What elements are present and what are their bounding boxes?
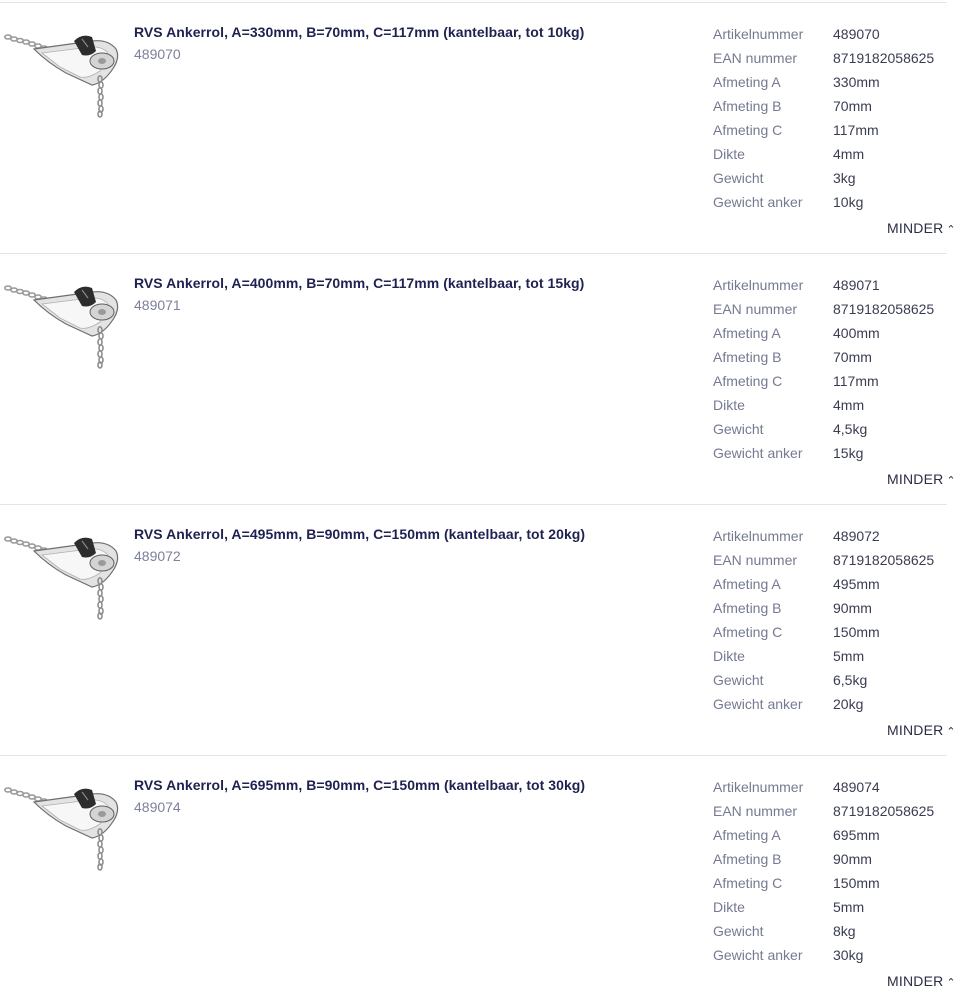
product-sku: 489070 (134, 46, 181, 62)
spec-label: EAN nummer (713, 552, 798, 568)
spec-label: Afmeting C (713, 624, 783, 640)
product-image[interactable] (4, 529, 124, 621)
spec-label: Artikelnummer (713, 779, 804, 795)
spec-label: Dikte (713, 146, 745, 162)
spec-value: 8719182058625 (833, 301, 935, 317)
product-title[interactable]: RVS Ankerrol, A=495mm, B=90mm, C=150mm (kantelbaar, tot 20kg) (134, 526, 586, 542)
spec-row (713, 943, 947, 967)
product-row (0, 2, 956, 253)
spec-label: Gewicht anker (713, 445, 803, 461)
collapse-specs-button[interactable] (887, 218, 956, 240)
spec-value: 695mm (833, 827, 880, 843)
spec-row (713, 94, 947, 118)
spec-label: Afmeting A (713, 325, 781, 341)
spec-row (713, 22, 947, 46)
spec-label: Afmeting C (713, 122, 783, 138)
spec-label: Afmeting A (713, 74, 781, 90)
spec-label: Gewicht (713, 672, 764, 688)
product-row (0, 504, 956, 755)
spec-label: Afmeting A (713, 576, 781, 592)
spec-value: 400mm (833, 325, 880, 341)
spec-label: Gewicht (713, 421, 764, 437)
spec-table (713, 273, 947, 465)
spec-value: 70mm (833, 98, 872, 114)
product-title[interactable]: RVS Ankerrol, A=695mm, B=90mm, C=150mm (kantelbaar, tot 30kg) (134, 777, 586, 793)
spec-label: Dikte (713, 397, 745, 413)
spec-label: Gewicht anker (713, 947, 803, 963)
spec-label: Gewicht anker (713, 194, 803, 210)
spec-row (713, 572, 947, 596)
spec-label: Dikte (713, 648, 745, 664)
spec-table (713, 775, 947, 967)
spec-label: Afmeting C (713, 875, 783, 891)
spec-value: 5mm (833, 648, 865, 664)
spec-label: Artikelnummer (713, 528, 804, 544)
product-title[interactable]: RVS Ankerrol, A=330mm, B=70mm, C=117mm (kantelbaar, tot 10kg) (134, 24, 585, 40)
chevron-up-icon: ⌃ (946, 224, 956, 236)
spec-value: 495mm (833, 576, 880, 592)
spec-row (713, 441, 947, 465)
spec-row (713, 166, 947, 190)
spec-row (713, 548, 947, 572)
spec-row (713, 190, 947, 214)
product-row (0, 253, 956, 504)
spec-label: Gewicht (713, 170, 764, 186)
spec-value: 4,5kg (833, 421, 868, 437)
spec-row (713, 369, 947, 393)
spec-value: 30kg (833, 947, 864, 963)
collapse-specs-button[interactable] (887, 720, 956, 742)
spec-row (713, 895, 947, 919)
chevron-up-icon: ⌃ (946, 977, 956, 989)
spec-row (713, 799, 947, 823)
spec-value: 70mm (833, 349, 872, 365)
spec-value: 489074 (833, 779, 880, 795)
spec-value: 4mm (833, 146, 865, 162)
spec-value: 117mm (833, 373, 879, 389)
chevron-up-icon: ⌃ (946, 475, 956, 487)
spec-value: 8719182058625 (833, 552, 935, 568)
spec-row (713, 823, 947, 847)
spec-value: 90mm (833, 600, 872, 616)
spec-row (713, 142, 947, 166)
spec-row (713, 847, 947, 871)
collapse-specs-label: MINDER (887, 220, 944, 236)
spec-label: EAN nummer (713, 803, 798, 819)
spec-label: Afmeting B (713, 349, 782, 365)
product-sku: 489074 (134, 799, 181, 815)
spec-value: 489071 (833, 277, 880, 293)
spec-label: Artikelnummer (713, 277, 804, 293)
spec-value: 150mm (833, 875, 880, 891)
spec-row (713, 524, 947, 548)
collapse-specs-label: MINDER (887, 973, 944, 989)
spec-label: Afmeting B (713, 600, 782, 616)
spec-row (713, 46, 947, 70)
product-image[interactable] (4, 27, 124, 119)
product-title[interactable]: RVS Ankerrol, A=400mm, B=70mm, C=117mm (kantelbaar, tot 15kg) (134, 275, 585, 291)
spec-label: Gewicht (713, 923, 764, 939)
spec-value: 8kg (833, 923, 856, 939)
spec-value: 489070 (833, 26, 880, 42)
spec-row (713, 871, 947, 895)
spec-row (713, 692, 947, 716)
spec-row (713, 919, 947, 943)
spec-value: 20kg (833, 696, 864, 712)
spec-table (713, 22, 947, 214)
spec-label: Afmeting A (713, 827, 781, 843)
spec-label: EAN nummer (713, 50, 798, 66)
spec-row (713, 70, 947, 94)
product-sku: 489072 (134, 548, 181, 564)
anchor-roller-icon (4, 780, 124, 872)
spec-value: 117mm (833, 122, 879, 138)
anchor-roller-icon (4, 529, 124, 621)
spec-label: Gewicht anker (713, 696, 803, 712)
spec-value: 8719182058625 (833, 50, 935, 66)
spec-row (713, 596, 947, 620)
product-row (0, 755, 956, 1006)
anchor-roller-icon (4, 278, 124, 370)
spec-row (713, 345, 947, 369)
spec-value: 8719182058625 (833, 803, 935, 819)
spec-row (713, 417, 947, 441)
spec-row (713, 644, 947, 668)
collapse-specs-button[interactable] (887, 469, 956, 491)
product-image[interactable] (4, 278, 124, 370)
spec-row (713, 393, 947, 417)
spec-label: Afmeting B (713, 98, 782, 114)
spec-value: 3kg (833, 170, 856, 186)
spec-table (713, 524, 947, 716)
anchor-roller-icon (4, 27, 124, 119)
spec-label: Afmeting B (713, 851, 782, 867)
spec-row (713, 273, 947, 297)
spec-value: 15kg (833, 445, 864, 461)
spec-row (713, 775, 947, 799)
spec-label: Dikte (713, 899, 745, 915)
spec-row (713, 321, 947, 345)
spec-label: Artikelnummer (713, 26, 804, 42)
spec-value: 150mm (833, 624, 880, 640)
spec-row (713, 620, 947, 644)
collapse-specs-label: MINDER (887, 471, 944, 487)
spec-value: 489072 (833, 528, 880, 544)
spec-value: 4mm (833, 397, 865, 413)
spec-value: 90mm (833, 851, 872, 867)
spec-row (713, 118, 947, 142)
collapse-specs-label: MINDER (887, 722, 944, 738)
spec-row (713, 668, 947, 692)
spec-value: 10kg (833, 194, 864, 210)
spec-label: EAN nummer (713, 301, 798, 317)
spec-label: Afmeting C (713, 373, 783, 389)
spec-value: 330mm (833, 74, 880, 90)
chevron-up-icon: ⌃ (946, 726, 956, 738)
spec-row (713, 297, 947, 321)
product-sku: 489071 (134, 297, 181, 313)
spec-value: 5mm (833, 899, 865, 915)
spec-value: 6,5kg (833, 672, 868, 688)
product-image[interactable] (4, 780, 124, 872)
collapse-specs-button[interactable] (887, 971, 956, 993)
